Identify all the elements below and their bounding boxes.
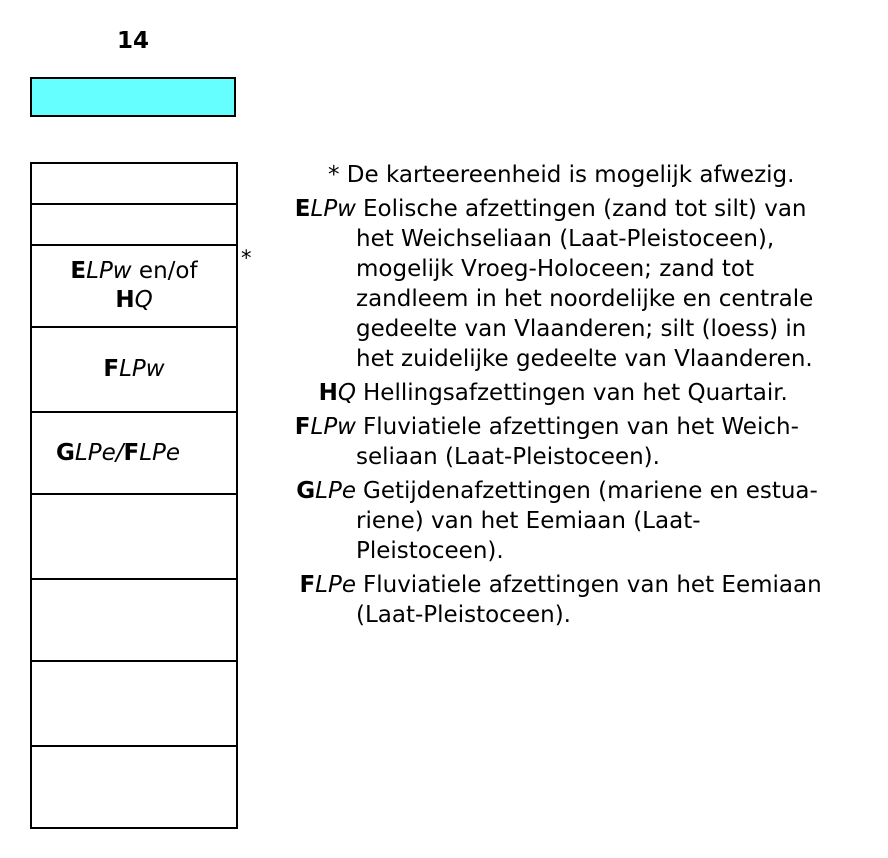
legend-code [295, 196, 356, 222]
cell-code-bold: H [115, 287, 135, 313]
legend-code [295, 414, 356, 440]
legend-code [296, 478, 356, 504]
legend-code-italic: Q [337, 380, 356, 406]
legend-line: het Weichseliaan (Laat-Pleistoceen), [356, 226, 775, 252]
cell-code-italic: LPw [119, 356, 165, 382]
cell-code-italic: LPw [86, 258, 132, 284]
legend-code [299, 572, 356, 598]
cell-code-bold: F [123, 439, 140, 466]
legend-entry [270, 412, 870, 472]
legend-line: mogelijk Vroeg-Holoceen; zand tot [356, 256, 755, 282]
cell-text: / [115, 439, 124, 466]
page-number: 14 [116, 28, 149, 54]
legend-line: Pleistoceen). [356, 538, 504, 564]
legend-note: * De karteereenheid is mogelijk afwezig. [328, 162, 795, 188]
cell-text: en/of [131, 258, 198, 284]
column-cell-6 [30, 493, 238, 578]
legend-code-italic: LPe [315, 572, 356, 598]
column-cell-flpw [30, 326, 238, 411]
legend-line: Fluviatiele afzettingen van het Weich- [363, 414, 799, 440]
column-cell-elpw-hq [30, 244, 238, 326]
legend-line: seliaan (Laat-Pleistoceen). [356, 444, 660, 470]
legend-entry [270, 378, 870, 408]
legend-entry [270, 476, 870, 566]
legend-line: Fluviatiele afzettingen van het Eemiaan [363, 572, 822, 598]
legend-entry [270, 570, 870, 630]
legend-line: riene) van het Eemiaan (Laat- [356, 508, 701, 534]
cell-code-italic: LPe [74, 439, 116, 466]
column-cell-glpe-flpe [30, 411, 238, 493]
cell-code-bold: G [56, 439, 75, 466]
column-cell-9 [30, 745, 238, 829]
legend-code-bold: E [294, 196, 311, 222]
legend-code-bold: H [318, 380, 338, 406]
cell-code-italic: LPe [139, 439, 181, 466]
legend-line: gedeelte van Vlaanderen; silt (loess) in [356, 316, 807, 342]
column-cell-2 [30, 203, 238, 244]
legend-entry [270, 194, 870, 374]
legend-code-bold: F [294, 414, 311, 440]
legend [270, 160, 870, 630]
color-bar [30, 77, 236, 117]
cell-code-italic: Q [134, 287, 153, 313]
legend-code-italic: LPw [310, 414, 356, 440]
legend-line: Getijdenafzettingen (mariene en estua- [363, 478, 818, 504]
column-cell-1 [30, 162, 238, 203]
column-cell-8 [30, 660, 238, 745]
legend-code-bold: G [296, 478, 316, 504]
legend-code-italic: LPw [310, 196, 356, 222]
cell-code-bold: E [70, 258, 87, 284]
stratigraphic-column [30, 162, 238, 829]
legend-line: Hellingsafzettingen van het Quartair. [363, 380, 788, 406]
legend-line: zandleem in het noordelijke en centrale [356, 286, 814, 312]
legend-entries [270, 194, 870, 630]
legend-line: Eolische afzettingen (zand tot silt) van [363, 196, 807, 222]
legend-line: het zuidelijke gedeelte van Vlaanderen. [356, 346, 813, 372]
legend-code [319, 380, 356, 406]
legend-line: (Laat-Pleistoceen). [356, 602, 571, 628]
cell-code-bold: F [103, 356, 120, 382]
legend-code-bold: F [299, 572, 316, 598]
asterisk-marker: * [241, 246, 252, 270]
legend-code-italic: LPe [315, 478, 356, 504]
column-cell-7 [30, 578, 238, 660]
